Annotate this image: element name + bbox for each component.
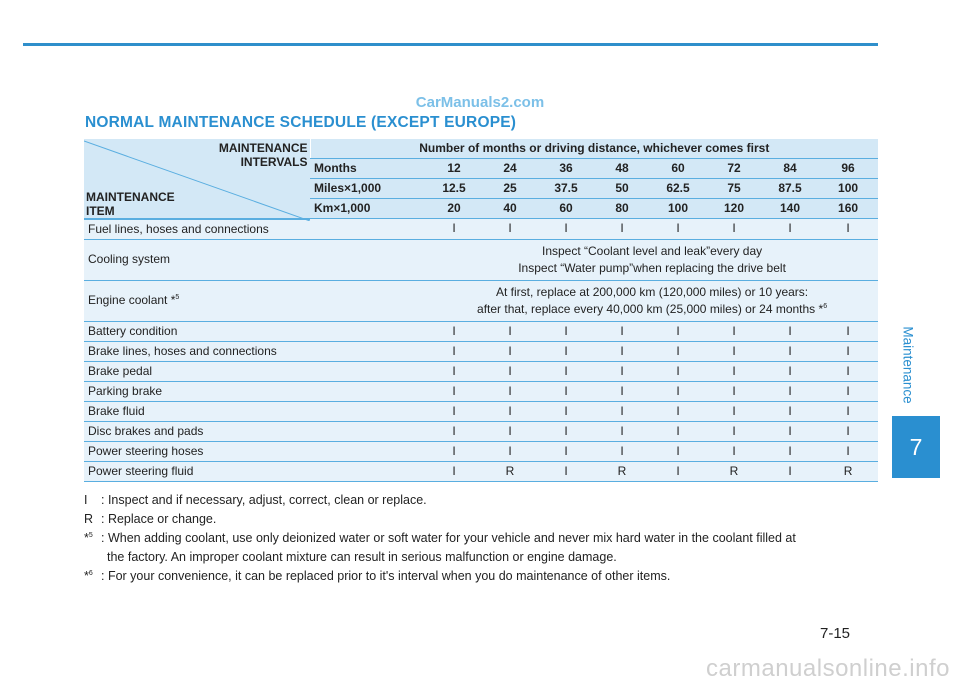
interval-label: Months (310, 159, 426, 179)
corner-item-label (86, 190, 175, 218)
interval-value: 40 (482, 199, 538, 219)
item-cell: I (762, 219, 818, 240)
note-key-mark: * (84, 531, 89, 545)
interval-value: 37.5 (538, 179, 594, 199)
item-note-line1: At first, replace at 200,000 km (120,000 miles) or 10 years: (495, 284, 809, 299)
item-name (84, 280, 426, 321)
item-name: Power steering hoses (84, 441, 426, 461)
note-footnote-5 (84, 529, 880, 567)
item-cell: I (482, 401, 538, 421)
interval-value: 100 (650, 199, 706, 219)
item-cell: I (538, 381, 594, 401)
interval-value: 62.5 (650, 179, 706, 199)
item-cell: I (650, 421, 706, 441)
item-note-line2 (430, 301, 874, 318)
item-cell: I (762, 441, 818, 461)
item-cell: I (762, 321, 818, 341)
item-cell: R (594, 461, 650, 481)
interval-value: 60 (650, 159, 706, 179)
item-cell: I (762, 421, 818, 441)
item-name: Disc brakes and pads (84, 421, 426, 441)
item-cell: I (594, 219, 650, 240)
interval-value: 84 (762, 159, 818, 179)
item-cell: I (762, 361, 818, 381)
note-text: : When adding coolant, use only deionized water or soft water for your vehicle and never mix hard water in the coolant filled at (101, 531, 796, 545)
item-cell: I (482, 441, 538, 461)
item-cell: I (482, 341, 538, 361)
item-name: Cooling system (84, 239, 426, 280)
section-side-label-text: Maintenance (900, 326, 916, 404)
interval-value: 60 (538, 199, 594, 219)
item-cell: I (538, 341, 594, 361)
header-row-span (84, 139, 878, 159)
note-key-sup: 5 (88, 531, 93, 539)
maintenance-schedule-table (84, 139, 878, 482)
item-note-line2-text: after that, replace every 40,000 km (25,000 miles) or 24 months * (477, 301, 824, 316)
interval-value: 120 (706, 199, 762, 219)
span-header: Number of months or driving distance, whichever comes first (310, 139, 878, 159)
interval-value: 36 (538, 159, 594, 179)
interval-label: Km×1,000 (310, 199, 426, 219)
table-row (84, 280, 878, 321)
item-cell: I (706, 321, 762, 341)
item-cell: I (706, 441, 762, 461)
table-row (84, 341, 878, 361)
item-cell: I (650, 441, 706, 461)
item-note-line2: Inspect “Water pump”when replacing the drive belt (518, 260, 786, 275)
item-cell: I (818, 321, 878, 341)
item-cell: I (426, 321, 482, 341)
item-cell: I (594, 401, 650, 421)
item-cell: I (818, 441, 878, 461)
corner-item-line1: MAINTENANCE (86, 189, 175, 204)
item-cell: I (762, 341, 818, 361)
item-cell: I (650, 401, 706, 421)
item-cell: I (594, 441, 650, 461)
item-name: Parking brake (84, 381, 426, 401)
table-row (84, 219, 878, 240)
item-cell: I (650, 341, 706, 361)
item-cell: I (706, 219, 762, 240)
item-cell: I (706, 381, 762, 401)
item-cell: I (706, 401, 762, 421)
item-cell: I (426, 461, 482, 481)
footnote-ref: 5 (175, 294, 180, 301)
interval-value: 72 (706, 159, 762, 179)
note-key (84, 529, 93, 548)
item-cell: I (650, 219, 706, 240)
item-cell: I (426, 441, 482, 461)
table-row (84, 381, 878, 401)
table-corner-header (84, 139, 310, 219)
item-cell: I (538, 441, 594, 461)
item-cell: I (818, 381, 878, 401)
top-rule (23, 43, 878, 46)
interval-value: 48 (594, 159, 650, 179)
item-cell: I (482, 381, 538, 401)
item-cell: I (482, 421, 538, 441)
item-cell: I (426, 361, 482, 381)
interval-value: 12.5 (426, 179, 482, 199)
item-cell: I (538, 461, 594, 481)
item-name: Brake lines, hoses and connections (84, 341, 426, 361)
footnote-ref: 6 (823, 302, 828, 310)
item-cell: I (482, 361, 538, 381)
item-cell: I (818, 361, 878, 381)
note-text: : For your convenience, it can be replaced prior to it's interval when you do maintenance of other items. (101, 569, 671, 583)
interval-value: 96 (818, 159, 878, 179)
page-number: 7-15 (820, 625, 851, 642)
note-key: R (84, 512, 94, 526)
item-name: Fuel lines, hoses and connections (84, 219, 426, 240)
item-cell: I (818, 421, 878, 441)
page-title: NORMAL MAINTENANCE SCHEDULE (EXCEPT EUROPE) (85, 114, 517, 131)
interval-value: 20 (426, 199, 482, 219)
item-cell: I (706, 421, 762, 441)
item-cell: I (818, 219, 878, 240)
watermark-top: CarManuals2.com (415, 94, 545, 111)
interval-value: 100 (818, 179, 878, 199)
item-cell: I (762, 461, 818, 481)
note-text-continued: the factory. An improper coolant mixture can result in serious malfunction or engine damage. (107, 550, 617, 564)
note-text: : Replace or change. (101, 512, 217, 526)
item-cell: I (706, 361, 762, 381)
note-inspect (84, 491, 880, 510)
interval-value: 87.5 (762, 179, 818, 199)
item-cell: I (426, 401, 482, 421)
item-cell: I (538, 361, 594, 381)
item-name: Power steering fluid (84, 461, 426, 481)
corner-intervals-line2: INTERVALS (240, 155, 308, 169)
interval-value: 12 (426, 159, 482, 179)
item-cell: I (650, 361, 706, 381)
item-cell: I (538, 421, 594, 441)
note-key-sup: 6 (88, 569, 93, 577)
item-cell: R (482, 461, 538, 481)
item-cell: I (650, 381, 706, 401)
corner-intervals-label (219, 141, 308, 169)
item-cell: I (594, 421, 650, 441)
interval-value: 24 (482, 159, 538, 179)
item-note (426, 239, 878, 280)
table-row (84, 461, 878, 481)
item-cell: I (538, 321, 594, 341)
interval-value: 50 (594, 179, 650, 199)
item-cell: I (762, 381, 818, 401)
item-cell: I (426, 421, 482, 441)
item-cell: I (426, 341, 482, 361)
item-cell: I (762, 401, 818, 421)
item-cell: I (650, 461, 706, 481)
note-key (84, 567, 93, 586)
interval-value: 75 (706, 179, 762, 199)
item-cell: I (426, 219, 482, 240)
watermark-bottom: carmanualsonline.info (706, 655, 950, 682)
item-cell: I (538, 401, 594, 421)
item-cell: R (818, 461, 878, 481)
item-note (426, 280, 878, 321)
chapter-tab: 7 (892, 416, 940, 478)
item-cell: I (538, 219, 594, 240)
item-name: Battery condition (84, 321, 426, 341)
item-cell: I (426, 381, 482, 401)
table-row (84, 321, 878, 341)
item-name: Brake fluid (84, 401, 426, 421)
interval-value: 25 (482, 179, 538, 199)
interval-label: Miles×1,000 (310, 179, 426, 199)
note-key: I (84, 493, 88, 507)
item-cell: I (706, 341, 762, 361)
table-row (84, 421, 878, 441)
interval-value: 160 (818, 199, 878, 219)
corner-item-line2: ITEM (86, 203, 115, 218)
item-cell: I (482, 321, 538, 341)
item-cell: I (482, 219, 538, 240)
item-note-line1: Inspect “Coolant level and leak”every day (542, 243, 763, 258)
note-text: : Inspect and if necessary, adjust, correct, clean or replace. (101, 493, 427, 507)
item-cell: I (594, 341, 650, 361)
corner-intervals-line1: MAINTENANCE (218, 141, 308, 155)
note-footnote-6 (84, 567, 880, 586)
item-cell: I (818, 401, 878, 421)
item-cell: I (650, 321, 706, 341)
legend-notes (84, 491, 880, 586)
item-cell: I (594, 361, 650, 381)
note-replace (84, 510, 880, 529)
table-row (84, 441, 878, 461)
note-key-mark: * (84, 569, 89, 583)
item-name-text: Engine coolant * (88, 293, 176, 307)
item-name: Brake pedal (84, 361, 426, 381)
table-row (84, 239, 878, 280)
item-cell: R (706, 461, 762, 481)
table-row (84, 361, 878, 381)
item-cell: I (594, 381, 650, 401)
table-row (84, 401, 878, 421)
interval-value: 80 (594, 199, 650, 219)
item-cell: I (594, 321, 650, 341)
item-cell: I (818, 341, 878, 361)
interval-value: 140 (762, 199, 818, 219)
